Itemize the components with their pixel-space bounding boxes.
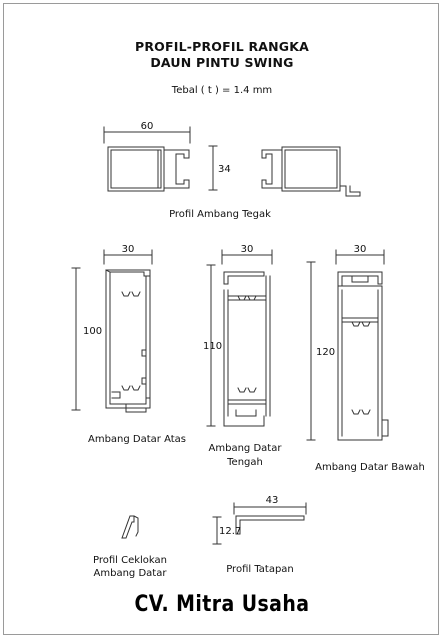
dim-120 bbox=[307, 262, 315, 440]
label-datar-tengah-2: Tengah bbox=[227, 457, 263, 468]
dim-30-bawah-label: 30 bbox=[353, 244, 367, 255]
title-line-2: DAUN PINTU SWING bbox=[150, 55, 294, 70]
label-ambang-tegak: Profil Ambang Tegak bbox=[169, 209, 271, 220]
dim-110-label: 110 bbox=[203, 341, 223, 352]
label-datar-bawah: Ambang Datar Bawah bbox=[315, 462, 425, 473]
datar-tengah-section bbox=[224, 272, 270, 426]
label-tatapan: Profil Tatapan bbox=[226, 564, 294, 575]
ambang-tegak-right-section bbox=[262, 147, 360, 196]
dim-60-label: 60 bbox=[140, 121, 154, 132]
company-brand: CV. Mitra Usaha bbox=[134, 592, 310, 617]
datar-bawah-section bbox=[338, 272, 388, 440]
dim-34-label: 34 bbox=[218, 164, 231, 175]
label-datar-tengah-1: Ambang Datar bbox=[208, 443, 282, 454]
thickness-note: Tebal ( t ) = 1.4 mm bbox=[171, 85, 273, 96]
dim-100 bbox=[72, 268, 80, 410]
ceklokan-section bbox=[122, 516, 138, 538]
dim-12-7-label: 12.7 bbox=[219, 526, 242, 537]
ambang-tegak-left-section bbox=[108, 147, 189, 191]
dim-100-label: 100 bbox=[83, 326, 103, 337]
dim-43-label: 43 bbox=[265, 495, 279, 506]
dim-30-atas-label: 30 bbox=[121, 244, 135, 255]
label-datar-atas: Ambang Datar Atas bbox=[87, 434, 186, 445]
title-line-1: PROFIL-PROFIL RANGKA bbox=[134, 39, 310, 54]
tatapan-section bbox=[236, 516, 304, 534]
label-ceklokan-1: Profil Ceklokan bbox=[92, 555, 168, 566]
datar-atas-section bbox=[106, 270, 150, 412]
dim-120-label: 120 bbox=[316, 347, 336, 358]
dim-30-tengah-label: 30 bbox=[240, 244, 254, 255]
label-ceklokan-2: Ambang Datar bbox=[93, 568, 167, 579]
dim-34 bbox=[209, 146, 217, 190]
